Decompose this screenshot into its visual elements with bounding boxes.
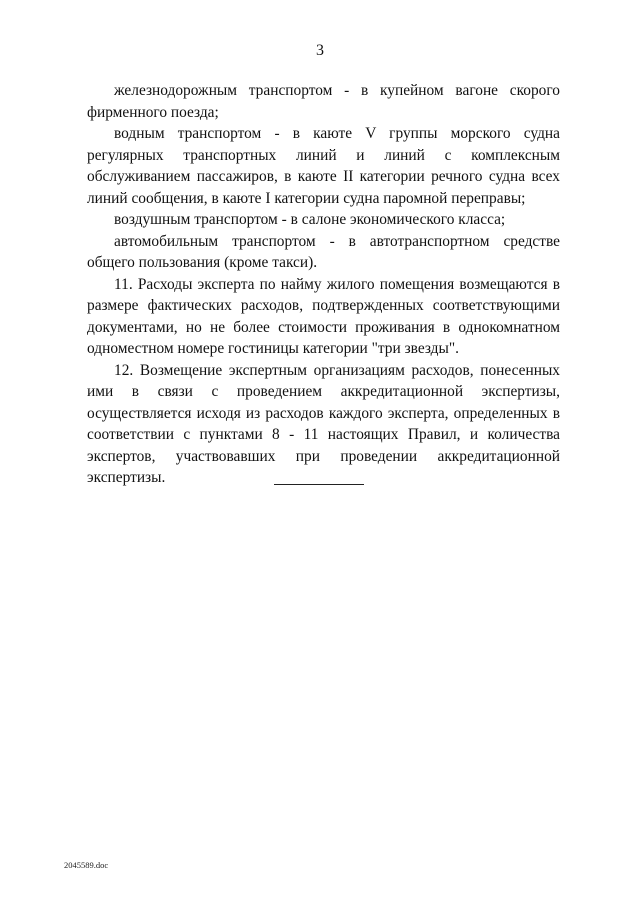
end-separator-line — [274, 484, 364, 485]
footer-filename: 2045589.doc — [64, 860, 109, 870]
paragraph-water-transport: водным транспортом - в каюте V группы морского судна регулярных транспортных линий и линий с комплексным обслуживанием пассажиров, в каюте II категории речного судна всех линий сообщения, в каюте I категории судна паромной переправы; — [87, 125, 560, 207]
paragraph-12-reimbursement: 12. Возмещение экспертным организациям расходов, понесенных ими в связи с проведением аккредитационной экспертизы, осуществляется исходя из расходов каждого эксперта, определенных в соответствии с пунктами 8 - 11 настоящих Правил, и количества экспертов, участвовавших при проведении аккредитационной экспертизы. — [87, 361, 560, 486]
document-body — [87, 80, 560, 489]
paragraph-road-transport: автомобильным транспортом - в автотранспортном средстве общего пользования (кроме такси). — [87, 232, 560, 271]
paragraph-11-accommodation: 11. Расходы эксперта по найму жилого помещения возмещаются в размере фактических расходов, подтвержденных соответствующими документами, но не более стоимости проживания в однокомнатном одноместном номере гостиницы категории "три звезды". — [87, 275, 560, 357]
paragraph-rail-transport: железнодорожным транспортом - в купейном вагоне скорого фирменного поезда; — [87, 82, 560, 121]
paragraph-air-transport: воздушным транспортом - в салоне экономического класса; — [114, 211, 506, 228]
page-number: 3 — [316, 42, 324, 59]
